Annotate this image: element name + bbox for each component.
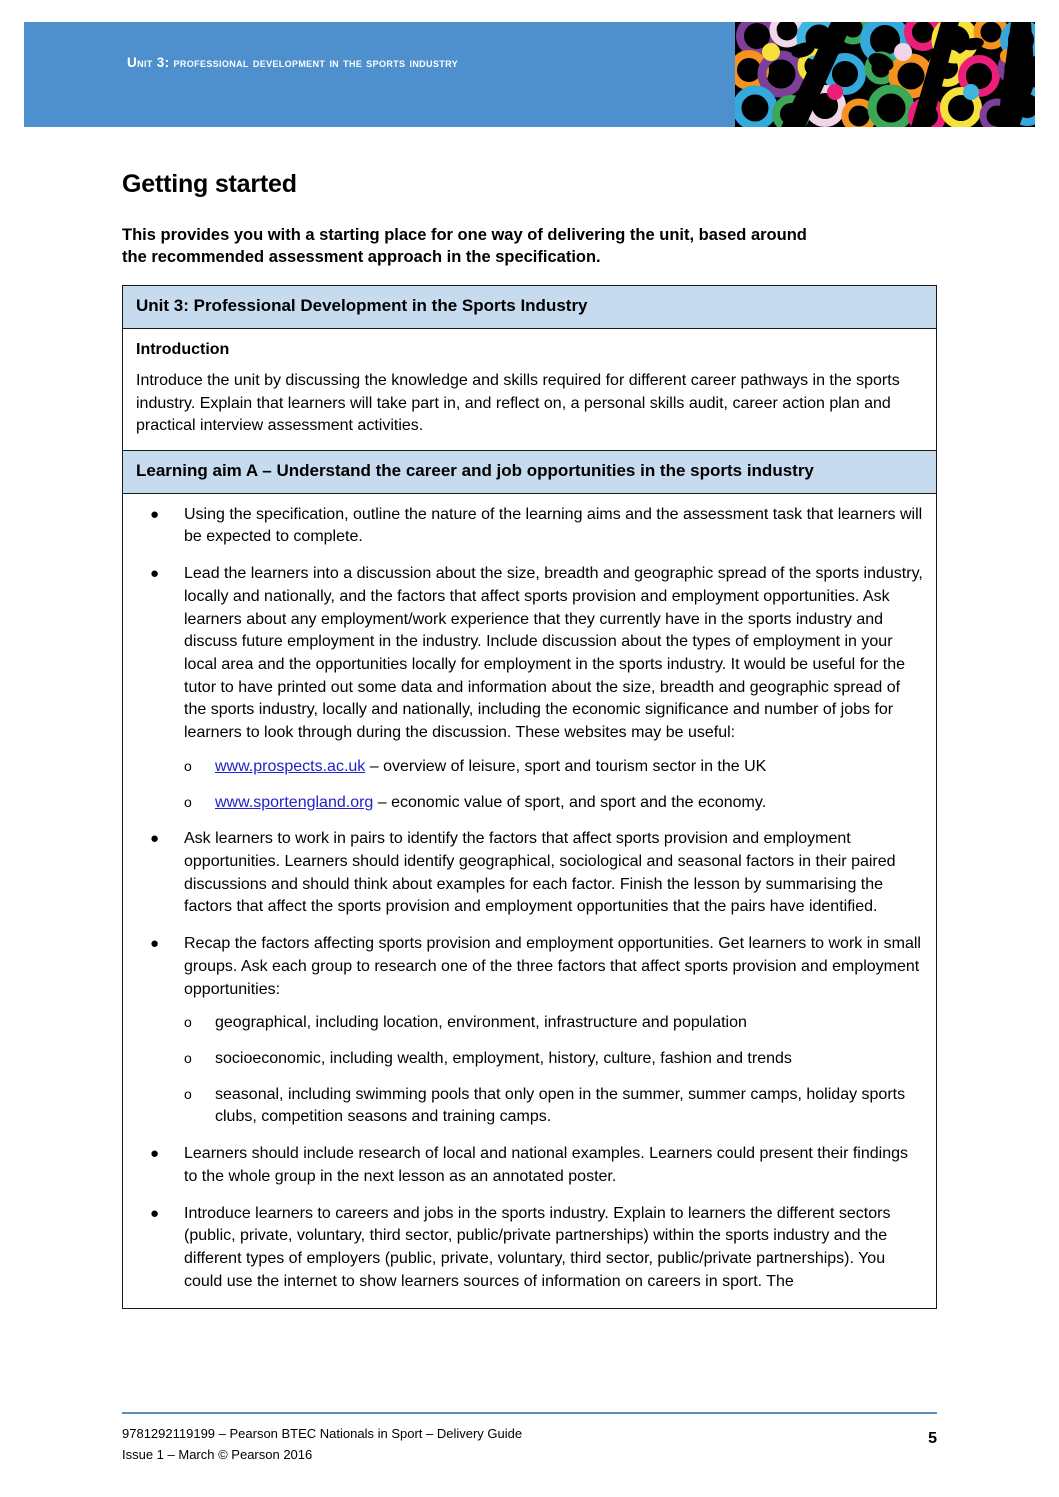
list-item bbox=[184, 1048, 923, 1071]
bullet-marker-icon: ● bbox=[150, 1145, 160, 1163]
list-item-text: geographical, including location, environment, infrastructure and population bbox=[215, 1014, 747, 1032]
list-item bbox=[184, 756, 923, 779]
page-title: Getting started bbox=[122, 170, 297, 198]
list-item bbox=[184, 1012, 923, 1035]
sport-england-link[interactable]: www.sportengland.org bbox=[215, 793, 374, 811]
sub-bullet-marker-icon: o bbox=[184, 1014, 192, 1031]
activity-bullet-list bbox=[136, 504, 923, 1294]
intro-lead-paragraph: This provides you with a starting place for one way of delivering the unit, based around the recommended assessment approach in the specification. bbox=[122, 225, 807, 266]
list-item-text: Introduce learners to careers and jobs in the sports industry. Explain to learners the different sectors (public, private, voluntary, third sector, public/private partnerships) within the sports industry and the different types of employers (public, private, voluntary, third sector, public/private partnerships). You could use the internet to show learners sources of information on careers in sport. The bbox=[184, 1204, 891, 1290]
delivery-guide-table bbox=[122, 285, 937, 1308]
learning-aim-activities-cell bbox=[123, 493, 937, 1308]
table-row bbox=[123, 328, 937, 450]
list-item-text: – economic value of sport, and sport and the economy. bbox=[373, 793, 767, 811]
list-item bbox=[184, 792, 923, 815]
unit-header-text: Unit 3: Professional Development in the Sports Industry bbox=[136, 296, 588, 316]
website-sub-list bbox=[184, 756, 923, 814]
footer-line-isbn: 9781292119199 – Pearson BTEC Nationals in Sport – Delivery Guide bbox=[122, 1426, 523, 1441]
table-row bbox=[123, 493, 937, 1308]
prospects-link[interactable]: www.prospects.ac.uk bbox=[215, 757, 366, 775]
introduction-heading: Introduction bbox=[136, 340, 230, 358]
running-header-band bbox=[24, 22, 1035, 127]
list-item bbox=[136, 1203, 923, 1294]
list-item-text: Ask learners to work in pairs to identify the factors that affect sports provision and employment opportunities. Learners should identify geographical, sociological and seasonal factors in their paired discussions and should think about examples for each factor. Finish the lesson by summarising the factors that affect the sports provision and employment opportunities that the pairs have identified. bbox=[184, 830, 896, 916]
list-item-text: seasonal, including swimming pools that only open in the summer, summer camps, holiday sports clubs, competition seasons and training camps. bbox=[215, 1085, 906, 1126]
bullet-marker-icon: ● bbox=[150, 505, 160, 523]
page-content bbox=[122, 170, 937, 1309]
list-item-text: socioeconomic, including wealth, employment, history, culture, fashion and trends bbox=[215, 1050, 792, 1068]
sub-bullet-marker-icon: o bbox=[184, 757, 192, 774]
list-item bbox=[184, 1084, 923, 1129]
list-item bbox=[136, 563, 923, 814]
list-item bbox=[136, 828, 923, 919]
factors-sub-list bbox=[184, 1012, 923, 1129]
list-item-text: – overview of leisure, sport and tourism sector in the UK bbox=[365, 757, 767, 775]
learning-aim-header-cell bbox=[123, 451, 937, 494]
learning-aim-header-text: Learning aim A – Understand the career and job opportunities in the sports industry bbox=[136, 461, 814, 481]
bullet-marker-icon: ● bbox=[150, 565, 160, 583]
bullet-marker-icon: ● bbox=[150, 935, 160, 953]
unit-header-cell bbox=[123, 286, 937, 329]
bullet-marker-icon: ● bbox=[150, 830, 160, 848]
footer-text-block bbox=[122, 1423, 522, 1466]
footer-line-issue: Issue 1 – March © Pearson 2016 bbox=[122, 1447, 313, 1463]
list-item bbox=[136, 1143, 923, 1188]
decorative-circles-artwork bbox=[735, 22, 1035, 127]
list-item-text: Using the specification, outline the nature of the learning aims and the assessment task that learners will be expected to complete. bbox=[184, 505, 923, 546]
introduction-cell bbox=[123, 328, 937, 450]
sub-bullet-marker-icon: o bbox=[184, 1085, 192, 1102]
page-number: 5 bbox=[928, 1430, 937, 1447]
list-item-text: Lead the learners into a discussion about the size, breadth and geographic spread of the sports industry, locally and nationally, and the factors that affect sports provision and employment opportunities. Ask learners about any employment/work experience that they currently have in the sports industry and discuss future employment in the industry. Include discussion about the types of employment in your local area and the opportunities locally for employment in the sports industry. It would be useful for the tutor to have printed out some data and information about the size, breadth and geographic spread of the sports industry, locally and nationally, including the economic significance and number of jobs for learners to look through during the discussion. These websites may be useful: bbox=[184, 565, 923, 742]
introduction-body: Introduce the unit by discussing the knowledge and skills required for different career pathways in the sports industry. Explain that learners will take part in, and reflect on, a personal skills audit, career action plan and practical interview assessment activities. bbox=[136, 371, 900, 435]
sub-bullet-marker-icon: o bbox=[184, 1050, 192, 1067]
page-footer bbox=[122, 1421, 937, 1471]
table-row bbox=[123, 451, 937, 494]
bullet-marker-icon: ● bbox=[150, 1204, 160, 1222]
footer-divider bbox=[122, 1412, 937, 1414]
list-item bbox=[136, 504, 923, 549]
list-item bbox=[136, 933, 923, 1129]
running-header-title: Unit 3: professional development in the sports industry bbox=[127, 55, 458, 70]
sub-bullet-marker-icon: o bbox=[184, 793, 192, 810]
table-row bbox=[123, 286, 937, 329]
list-item-text: Recap the factors affecting sports provision and employment opportunities. Get learners to work in small groups. Ask each group to research one of the three factors that affect sports provision and employment opportunities: bbox=[184, 935, 921, 998]
list-item-text: Learners should include research of local and national examples. Learners could present their findings to the whole group in the next lesson as an annotated poster. bbox=[184, 1145, 908, 1185]
